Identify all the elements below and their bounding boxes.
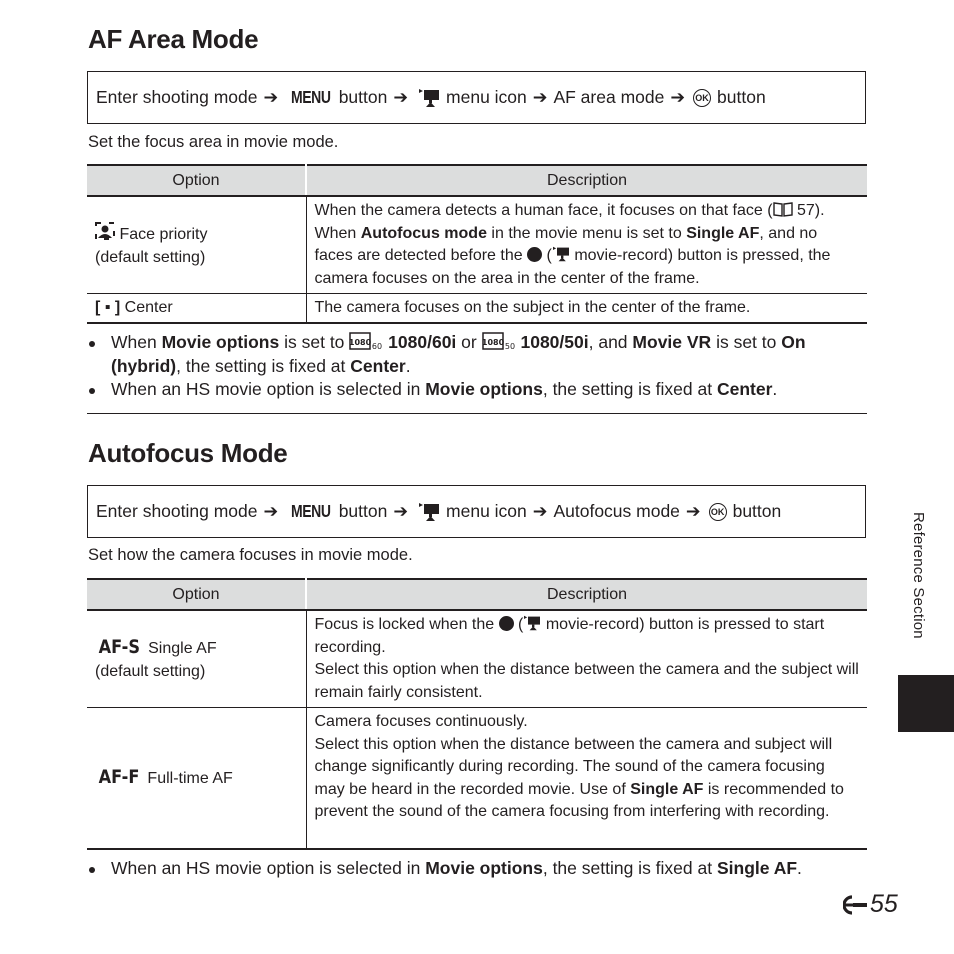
notes-list <box>87 857 867 881</box>
desc-text: Select this option when the distance between the camera and subject will change significantly during recording. The sound of the camera focusing may be heard in the recorded movie. Use of <box>314 735 833 798</box>
arrow-right-icon: ➔ <box>532 87 548 107</box>
svg-text:50: 50 <box>504 342 515 351</box>
description-cell: Focus is locked when the ( movie-record) button is pressed to start recording. Select this option when the distance between the camera and the subject will remain fairly consistent. <box>306 610 867 708</box>
svg-text:1080: 1080 <box>349 338 372 347</box>
option-name: Center <box>124 299 173 316</box>
note-bold: Movie options <box>425 379 543 399</box>
column-header: Description <box>306 165 867 196</box>
table-header-row <box>87 165 867 196</box>
note-text: , the setting is fixed at <box>542 379 713 399</box>
ok-button-icon: OK <box>693 89 711 107</box>
book-reference-icon <box>773 201 793 217</box>
note-text: When an HS movie option is selected in <box>111 858 421 878</box>
description-cell: When the camera detects a human face, it focuses on that face ( 57). When Autofocus mode in the movie menu is set to Single AF, and no faces are detected before the ( movie-record) button is pressed, the camera focuses on the area in the center of the frame. <box>306 196 867 294</box>
arrow-right-icon: ➔ <box>263 87 279 107</box>
page-number <box>843 890 898 919</box>
option-name: Face priority <box>119 226 208 243</box>
option-note: (default setting) <box>95 248 206 266</box>
movie-menu-icon <box>418 502 440 522</box>
desc-text: Camera focuses continuously. <box>314 713 528 730</box>
table-row <box>87 294 867 323</box>
menu-path-box <box>87 71 866 124</box>
note-text: . <box>405 355 411 376</box>
nav-text: button <box>338 87 388 107</box>
column-header: Option <box>87 165 306 196</box>
note-text: is set to <box>716 332 777 352</box>
option-cell <box>87 610 306 708</box>
desc-text: Select this option when the distance between the camera and the subject will remain fairly consistent. <box>314 661 859 701</box>
note-bold: 1080/60i <box>388 332 457 352</box>
option-cell <box>87 708 306 850</box>
menu-path-box <box>87 485 866 538</box>
center-af-icon: [ ▪ ] <box>95 299 121 316</box>
note-text: When an HS movie option is selected in <box>111 379 421 399</box>
note-bold: Center <box>716 379 773 399</box>
desc-bold: Autofocus mode <box>360 224 487 242</box>
note-text: is set to <box>284 332 345 352</box>
desc-bold: Single AF <box>686 224 760 242</box>
svg-text:1080: 1080 <box>481 338 504 347</box>
section-intro: Set how the camera focuses in movie mode. <box>88 546 413 564</box>
reference-section-icon <box>843 895 869 915</box>
option-cell <box>87 196 306 294</box>
menu-button-icon: MENU <box>291 87 331 107</box>
side-section-tab <box>898 675 954 732</box>
note-text: . <box>772 379 778 399</box>
note-text: , and <box>588 332 628 352</box>
list-item <box>87 857 867 881</box>
note-bold: Movie options <box>425 858 543 878</box>
svg-text:60: 60 <box>372 342 383 351</box>
option-name: Single AF <box>148 640 217 657</box>
nav-text: Enter shooting mode <box>96 501 258 521</box>
note-text: , the setting is fixed at <box>176 355 346 376</box>
nav-text: menu icon <box>446 87 527 107</box>
nav-text: Autofocus mode <box>553 501 680 521</box>
arrow-right-icon: ➔ <box>532 501 548 521</box>
note-bold: Movie options <box>161 332 280 352</box>
arrow-right-icon: ➔ <box>393 87 409 107</box>
note-bold: Movie VR <box>632 332 712 352</box>
note-text: or <box>461 332 477 352</box>
table-header-row <box>87 579 867 610</box>
section-intro: Set the focus area in movie mode. <box>88 133 339 151</box>
desc-text: is recommended to prevent the sound of the camera focusing from interfering with recording. <box>314 780 844 820</box>
option-note: (default setting) <box>95 662 206 680</box>
autofocus-options-table <box>87 578 867 850</box>
nav-text: AF area mode <box>553 87 665 107</box>
option-name: Full-time AF <box>147 770 233 788</box>
desc-text: in the movie menu is set to <box>491 224 682 242</box>
movie-menu-icon <box>523 615 541 631</box>
note-bold: 1080/50i <box>520 332 589 352</box>
record-button-icon <box>499 616 514 631</box>
page-number-text: 55 <box>870 890 898 918</box>
ok-button-icon: OK <box>709 503 727 521</box>
column-header: Description <box>306 579 867 610</box>
movie-size-1080-50i-icon <box>482 331 516 351</box>
notes-list <box>87 331 867 402</box>
desc-text: movie-record) button is pressed to start recording. <box>314 616 825 656</box>
note-text: , the setting is fixed at <box>542 858 713 878</box>
arrow-right-icon: ➔ <box>670 87 686 107</box>
note-bold: Single AF <box>716 858 798 878</box>
af-area-options-table <box>87 164 867 324</box>
desc-text: movie-record) button is pressed, the camera focuses on the area in the center of the frame. <box>314 247 831 287</box>
movie-menu-icon <box>418 88 440 108</box>
list-item <box>87 378 867 402</box>
section-title-autofocus-mode: Autofocus Mode <box>88 438 288 468</box>
desc-text: Focus is locked when the <box>314 616 495 633</box>
section-title-af-area-mode: AF Area Mode <box>88 24 259 54</box>
note-bold: On (hybrid) <box>111 332 806 376</box>
arrow-right-icon: ➔ <box>263 501 279 521</box>
note-text: . <box>797 858 802 878</box>
nav-text: menu icon <box>446 501 527 521</box>
nav-text: button <box>732 501 782 521</box>
af-f-icon: AF-F <box>98 766 140 789</box>
nav-text: button <box>338 501 388 521</box>
desc-bold: Single AF <box>630 780 704 798</box>
menu-button-icon: MENU <box>291 501 331 521</box>
record-button-icon <box>527 247 542 262</box>
desc-text: When the camera detects a human face, it focuses on that face ( <box>314 202 773 219</box>
desc-text: , and no faces are detected before the <box>314 224 818 264</box>
column-header: Option <box>87 579 306 610</box>
arrow-right-icon: ➔ <box>685 501 701 521</box>
movie-size-1080-60i-icon <box>349 331 383 351</box>
table-row <box>87 196 867 294</box>
side-section-label: Reference Section <box>910 512 927 639</box>
note-text: When <box>111 332 157 352</box>
desc-text: 57). When <box>314 202 825 242</box>
table-row <box>87 610 867 708</box>
description-cell <box>306 708 867 850</box>
face-priority-icon <box>95 222 115 240</box>
arrow-right-icon: ➔ <box>393 501 409 521</box>
movie-menu-icon <box>552 246 570 262</box>
section-divider <box>87 413 867 414</box>
af-s-icon: AF-S <box>98 636 141 658</box>
nav-text: button <box>717 87 766 107</box>
nav-text: Enter shooting mode <box>96 87 258 107</box>
list-item <box>87 331 867 378</box>
note-bold: Center <box>350 355 406 376</box>
table-row <box>87 708 867 850</box>
description-cell: The camera focuses on the subject in the center of the frame. <box>306 294 867 323</box>
option-cell <box>87 294 306 323</box>
